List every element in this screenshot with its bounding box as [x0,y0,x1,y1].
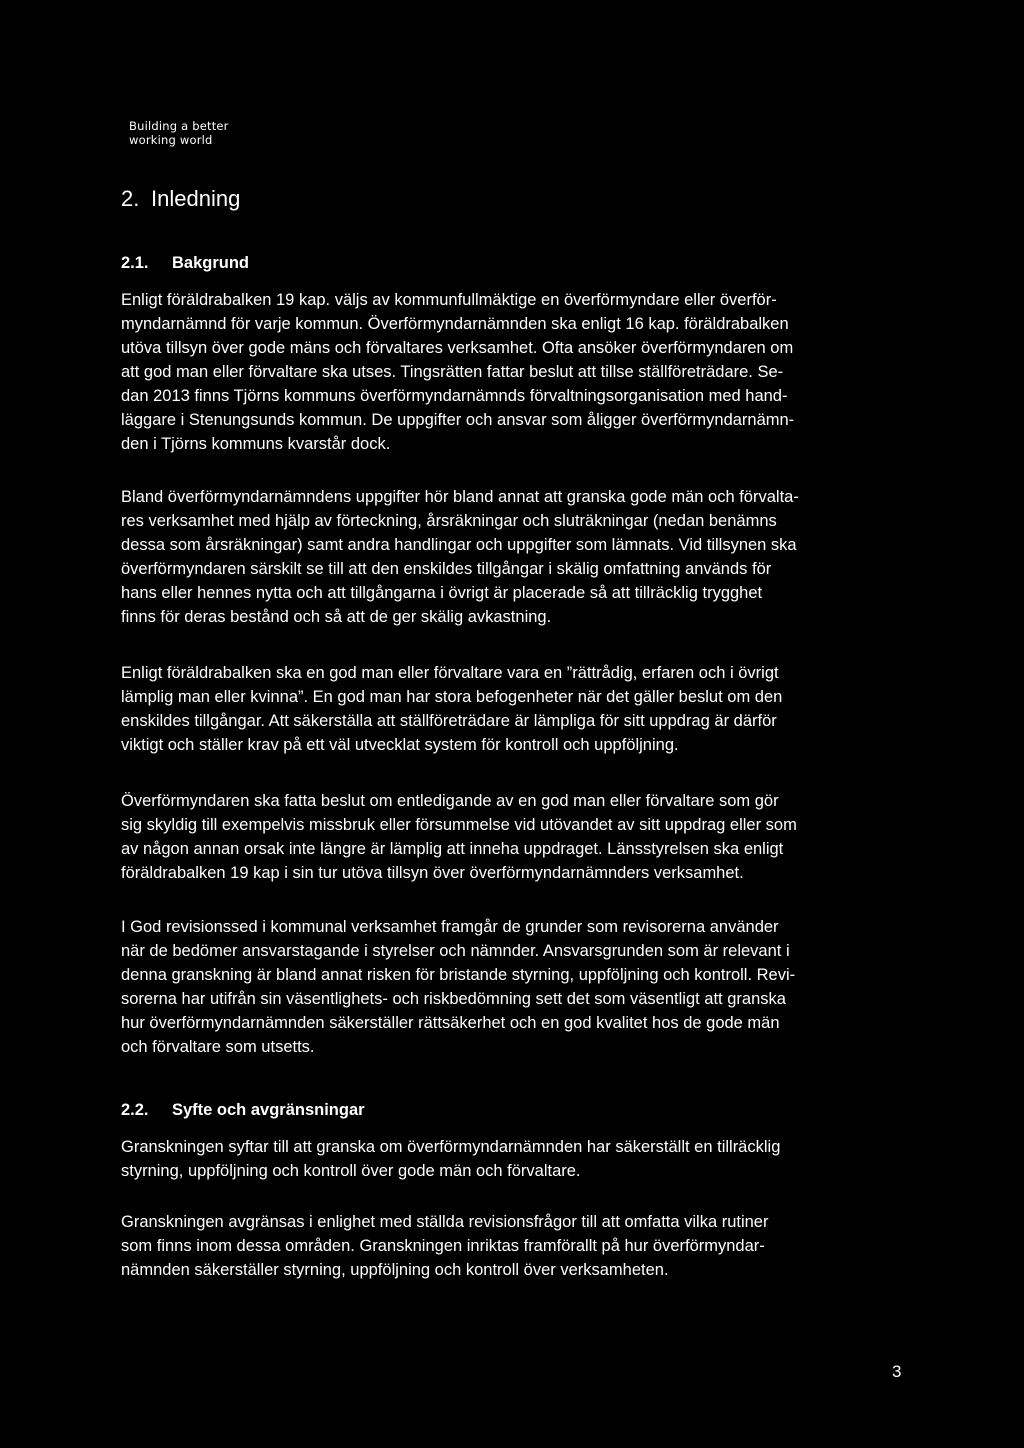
text-line: sig skyldig till exempelvis missbruk eller försummelse vid utövandet av sitt uppdrag eller som [121,816,797,834]
text-line: myndarnämnd för varje kommun. Överförmyndarnämnden ska enligt 16 kap. föräldrabalken [121,315,789,333]
text-line: Granskningen avgränsas i enlighet med ställda revisionsfrågor till att omfatta vilka rutiner [121,1213,769,1231]
brand-line-2: working world [129,133,213,147]
text-line: hur överförmyndarnämnden säkerställer rättsäkerhet och en god kvalitet hos de gode män [121,1014,780,1032]
text-line: föräldrabalken 19 kap i sin tur utöva tillsyn över överförmyndarnämnders verksamhet. [121,864,744,882]
chapter-number: 2. [121,186,140,211]
text-line: den i Tjörns kommuns kvarstår dock. [121,435,391,453]
text-line: nämnden säkerställer styrning, uppföljning och kontroll över verksamheten. [121,1261,669,1279]
chapter-title: Inledning [151,186,241,211]
text-line: res verksamhet med hjälp av förteckning, årsräkningar och sluträkningar (nedan benämns [121,512,777,530]
text-line: som finns inom dessa områden. Granskningen inriktas framförallt på hur överförmyndar- [121,1237,765,1255]
paragraph-bakgrund-4 [121,789,797,885]
text-line: när de bedömer ansvarstagande i styrelser och nämnder. Ansvarsgrunden som är relevant i [121,942,790,960]
text-line: Bland överförmyndarnämndens uppgifter hör bland annat att granska gode män och förvalta- [121,488,799,506]
paragraph-bakgrund-2 [121,485,799,629]
text-line: viktigt och ställer krav på ett väl utvecklat system för kontroll och uppföljning. [121,736,679,754]
text-line: Överförmyndaren ska fatta beslut om entledigande av en god man eller förvaltare som gör [121,792,779,810]
paragraph-bakgrund-3 [121,661,782,757]
section-heading-bakgrund [121,252,249,274]
brand-tagline [129,119,229,147]
chapter-heading [121,185,240,213]
text-line: Enligt föräldrabalken ska en god man eller förvaltare vara en ”rättrådig, erfaren och i övrigt [121,664,779,682]
section-title: Syfte och avgränsningar [172,1101,365,1119]
brand-line-1: Building a better [129,119,229,133]
text-line: Enligt föräldrabalken 19 kap. väljs av kommunfullmäktige en överförmyndare eller överför- [121,291,777,309]
paragraph-syfte-1 [121,1135,780,1183]
section-heading-syfte [121,1099,365,1121]
paragraph-bakgrund-5 [121,915,795,1059]
text-line: finns för deras bestånd och så att de ger skälig avkastning. [121,608,552,626]
section-number: 2.2. [121,1101,149,1119]
text-line: lämplig man eller kvinna”. En god man har stora befogenheter när det gäller beslut om den [121,688,783,706]
paragraph-bakgrund-1 [121,288,794,456]
page-number: 3 [892,1362,902,1381]
text-line: dan 2013 finns Tjörns kommuns överförmyndarnämnds förvaltningsorganisation med hand- [121,387,788,405]
text-line: överförmyndaren särskilt se till att den enskildes tillgångar i skälig omfattning används för [121,560,772,578]
text-line: dessa som årsräkningar) samt andra handlingar och uppgifter som lämnats. Vid tillsynen ska [121,536,797,554]
text-line: I God revisionssed i kommunal verksamhet framgår de grunder som revisorerna använder [121,918,779,936]
text-line: att god man eller förvaltare ska utses. Tingsrätten fattar beslut att tillse ställföreträdare. Se- [121,363,784,381]
section-title: Bakgrund [172,254,250,272]
text-line: utöva tillsyn över gode mäns och förvaltares verksamhet. Ofta ansöker överförmyndaren om [121,339,794,357]
section-number: 2.1. [121,254,149,272]
text-line: av någon annan orsak inte längre är lämplig att inneha uppdraget. Länsstyrelsen ska enligt [121,840,784,858]
text-line: styrning, uppföljning och kontroll över gode män och förvaltare. [121,1162,581,1180]
paragraph-syfte-2 [121,1210,768,1282]
text-line: sorerna har utifrån sin väsentlighets- och riskbedömning sett det som väsentligt att granska [121,990,786,1008]
text-line: denna granskning är bland annat risken för bristande styrning, uppföljning och kontroll. Revi- [121,966,796,984]
text-line: hans eller hennes nytta och att tillgångarna i övrigt är placerade så att tillräcklig trygghet [121,584,763,602]
text-line: enskildes tillgångar. Att säkerställa att ställföreträdare är lämpliga för sitt uppdrag är därför [121,712,777,730]
text-line: läggare i Stenungsunds kommun. De uppgifter och ansvar som åligger överförmyndarnämn- [121,411,795,429]
text-line: och förvaltare som utsetts. [121,1038,315,1056]
text-line: Granskningen syftar till att granska om överförmyndarnämnden har säkerställt en tillräcklig [121,1138,781,1156]
